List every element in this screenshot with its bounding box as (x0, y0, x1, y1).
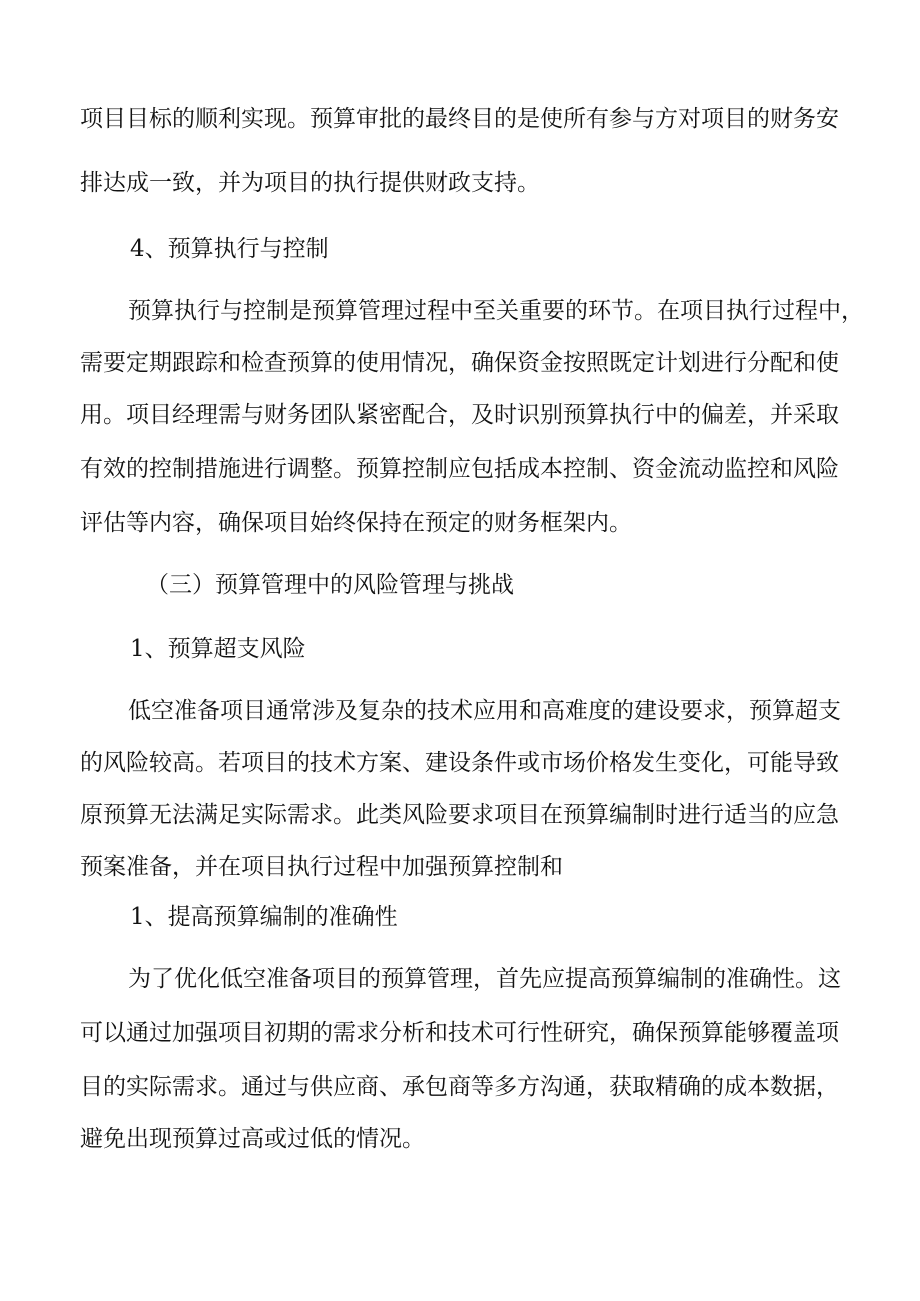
paragraph-line: 的风险较高。若项目的技术方案、建设条件或市场价格发生变化，可能导致 (80, 750, 839, 776)
paragraph-line: 可以通过加强项目初期的需求分析和技术可行性研究，确保预算能够覆盖项 (80, 1020, 839, 1046)
section-heading: 1、预算超支风险 (130, 636, 306, 662)
section-heading: 1、提高预算编制的准确性 (130, 904, 398, 930)
section-heading: 4、预算执行与控制 (130, 236, 329, 262)
paragraph-line: 用。项目经理需与财务团队紧密配合，及时识别预算执行中的偏差，并采取 (80, 402, 839, 428)
paragraph-line: 评估等内容，确保项目始终保持在预定的财务框架内。 (80, 510, 632, 536)
paragraph-line: 避免出现预算过高或过低的情况。 (80, 1126, 425, 1152)
paragraph-line: 需要定期跟踪和检查预算的使用情况，确保资金按照既定计划进行分配和使 (80, 350, 839, 376)
paragraph-line: 排达成一致，并为项目的执行提供财政支持。 (80, 170, 540, 196)
paragraph-line: 项目目标的顺利实现。预算审批的最终目的是使所有参与方对项目的财务安 (80, 106, 839, 132)
section-heading: （三）预算管理中的风险管理与挑战 (146, 572, 514, 598)
paragraph-line: 低空准备项目通常涉及复杂的技术应用和高难度的建设要求，预算超支 (128, 698, 841, 724)
paragraph-line: 为了优化低空准备项目的预算管理，首先应提高预算编制的准确性。这 (128, 966, 841, 992)
paragraph-line: 预算执行与控制是预算管理过程中至关重要的环节。在项目执行过程中， (128, 298, 864, 324)
paragraph-line: 有效的控制措施进行调整。预算控制应包括成本控制、资金流动监控和风险 (80, 456, 839, 482)
paragraph-line: 预案准备，并在项目执行过程中加强预算控制和 (80, 854, 563, 880)
paragraph-line: 目的实际需求。通过与供应商、承包商等多方沟通，获取精确的成本数据， (80, 1074, 839, 1100)
paragraph-line: 原预算无法满足实际需求。此类风险要求项目在预算编制时进行适当的应急 (80, 802, 839, 828)
